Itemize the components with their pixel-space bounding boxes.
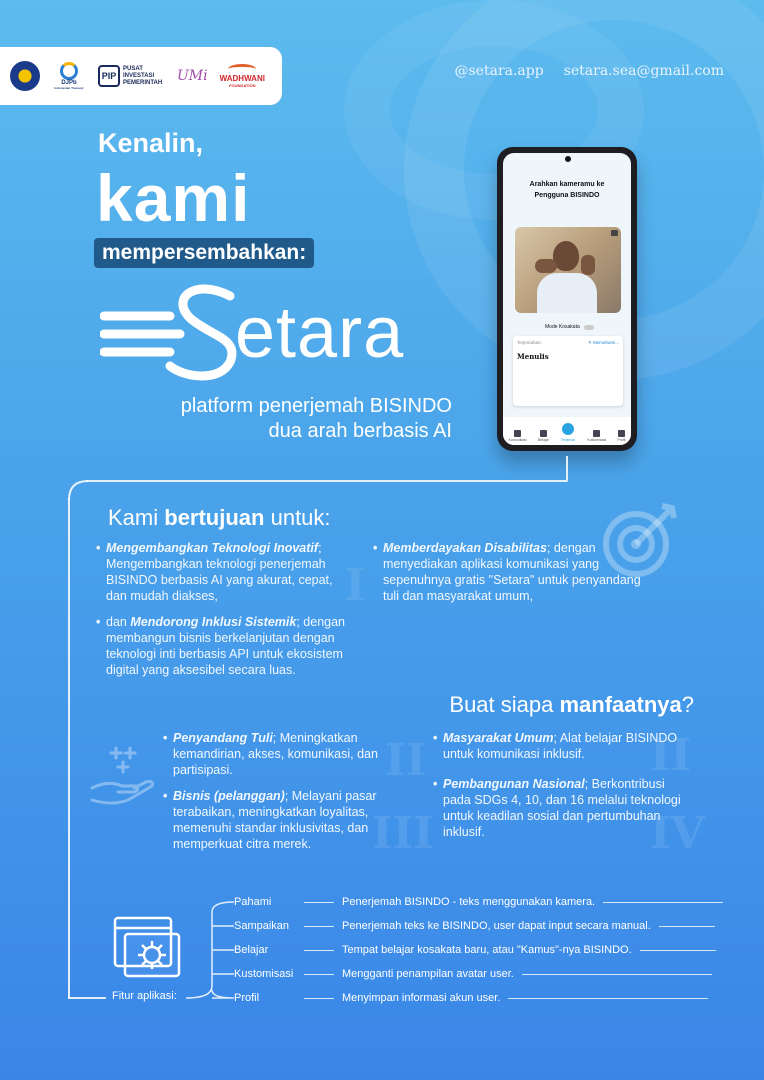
shirt-icon xyxy=(593,430,600,437)
benefit-item: • Masyarakat Umum; Alat belajar BISINDO untuk komunikasi inklusif. xyxy=(433,730,683,762)
goals-column-right xyxy=(373,540,641,614)
connector-line xyxy=(86,480,568,482)
goal-item: • Memberdayakan Disabilitas; dengan menyediakan aplikasi komunikasi yang sepenuhnya gratis "Setara" untuk penyandang tuli dan masyarakat umum, xyxy=(373,540,641,604)
phone-screen xyxy=(503,153,631,445)
mode-kosakata-toggle[interactable]: Mode Kosakata xyxy=(545,324,594,330)
benefits-column-left xyxy=(163,730,418,862)
feature-pahami: Pahami Penerjemah BISINDO - teks menggunakan kamera. xyxy=(234,896,723,908)
instagram-handle[interactable]: @setara.app xyxy=(454,63,544,79)
translation-text: Menulis xyxy=(517,352,549,361)
benefit-item: • Penyandang Tuli; Meningkatkan kemandirian, akses, komunikasi, dan partisipasi. xyxy=(163,730,418,778)
benefit-item: • Pembangunan Nasional; Berkontribusi pada SDGs 4, 10, dan 16 melalui teknologi untuk keadilan sosial dan pertumbuhan inklusif. xyxy=(433,776,683,840)
benefits-title: Buat siapa manfaatnya? xyxy=(449,692,694,717)
phone-camera-icon xyxy=(565,156,571,162)
connector-line xyxy=(566,456,568,480)
chat-icon xyxy=(514,430,521,437)
features-bracket xyxy=(186,898,234,1002)
phone-mockup xyxy=(497,147,637,451)
goals-title: Kami bertujuan untuk: xyxy=(108,505,331,530)
connector-line xyxy=(68,498,70,998)
switch-camera-icon[interactable] xyxy=(611,230,618,236)
translation-status: ✕ Memahami... xyxy=(587,340,619,345)
umi-logo: UMi xyxy=(177,68,208,84)
pip-logo: PIP PUSAT INVESTASI PEMERINTAH xyxy=(98,65,165,87)
person-icon xyxy=(618,430,625,437)
roman-numeral: I xyxy=(345,560,366,611)
tagline: platform penerjemah BISINDO dua arah berbasis AI xyxy=(180,395,452,442)
contacts xyxy=(455,63,725,79)
book-icon xyxy=(540,430,547,437)
setara-wordmark: etara xyxy=(235,293,405,373)
nav-profil[interactable]: Profil xyxy=(617,430,625,442)
translation-box: Terjemahan: ✕ Memahami... Menulis xyxy=(513,336,623,406)
roman-numeral: II xyxy=(650,730,692,781)
roman-numeral: IV xyxy=(650,808,705,859)
goals-column-left xyxy=(96,540,356,688)
email-address[interactable]: setara.sea@gmail.com xyxy=(563,63,724,79)
goal-item: • dan Mendorong Inklusi Sistemik; dengan membangun bisnis berkelanjutan dengan teknologi inti berbasis API untuk ekosistem digital yang aksesibel secara luas. xyxy=(96,614,356,678)
benefits-column-right xyxy=(433,730,683,850)
kemenkeu-logo xyxy=(10,61,40,91)
phone-bottom-nav xyxy=(503,417,631,445)
headline-kenalin: Kenalin, xyxy=(98,128,204,158)
helping-hand-icon xyxy=(88,740,158,810)
goal-item: • Mengembangkan Teknologi Inovatif; Mengembangkan teknologi penerjemah BISINDO berbasis AI yang akurat, cepat, dan mudah diakses, xyxy=(96,540,356,604)
nav-belajar[interactable]: Belajar xyxy=(538,430,549,442)
headline-kami: kami xyxy=(96,161,251,235)
app-settings-icon xyxy=(112,915,182,980)
camera-preview xyxy=(515,227,621,313)
connector-corner xyxy=(66,478,90,502)
feature-belajar: Belajar Tempat belajar kosakata baru, atau "Kamus"-nya BISINDO. xyxy=(234,944,716,956)
logo-bar xyxy=(0,47,282,105)
nav-terjemah[interactable]: Terjemah xyxy=(560,431,576,442)
benefit-item: • Bisnis (pelanggan); Melayani pasar terabaikan, meningkatkan loyalitas, memenuhi standar inklusivitas, dan memperkuat citra merek. xyxy=(163,788,418,852)
wadhwani-logo: WADHWANI FOUNDATION xyxy=(220,64,265,88)
nav-kustomisasi[interactable]: Kustomisasi xyxy=(587,430,606,442)
phone-title: Arahkan kameramu ke Pengguna BISINDO xyxy=(529,181,605,199)
features-label: Fitur aplikasi: xyxy=(112,990,177,1002)
feature-sampaikan: Sampaikan Penerjemah teks ke BISINDO, user dapat input secara manual. xyxy=(234,920,715,932)
feature-profil: Profil Menyimpan informasi akun user. xyxy=(234,992,708,1004)
toggle-icon[interactable] xyxy=(584,325,594,330)
roman-numeral: II xyxy=(385,735,427,786)
connector-line xyxy=(68,997,106,999)
headline-mempersembahkan: mempersembahkan: xyxy=(94,238,314,268)
roman-numeral: III xyxy=(372,808,434,859)
feature-kustomisasi: Kustomisasi Mengganti penampilan avatar user. xyxy=(234,968,712,980)
camera-icon xyxy=(560,421,576,437)
nav-komunikasi[interactable]: Komunikasi xyxy=(509,430,527,442)
djpb-logo: DJPb Indonesian Treasury xyxy=(52,59,86,93)
